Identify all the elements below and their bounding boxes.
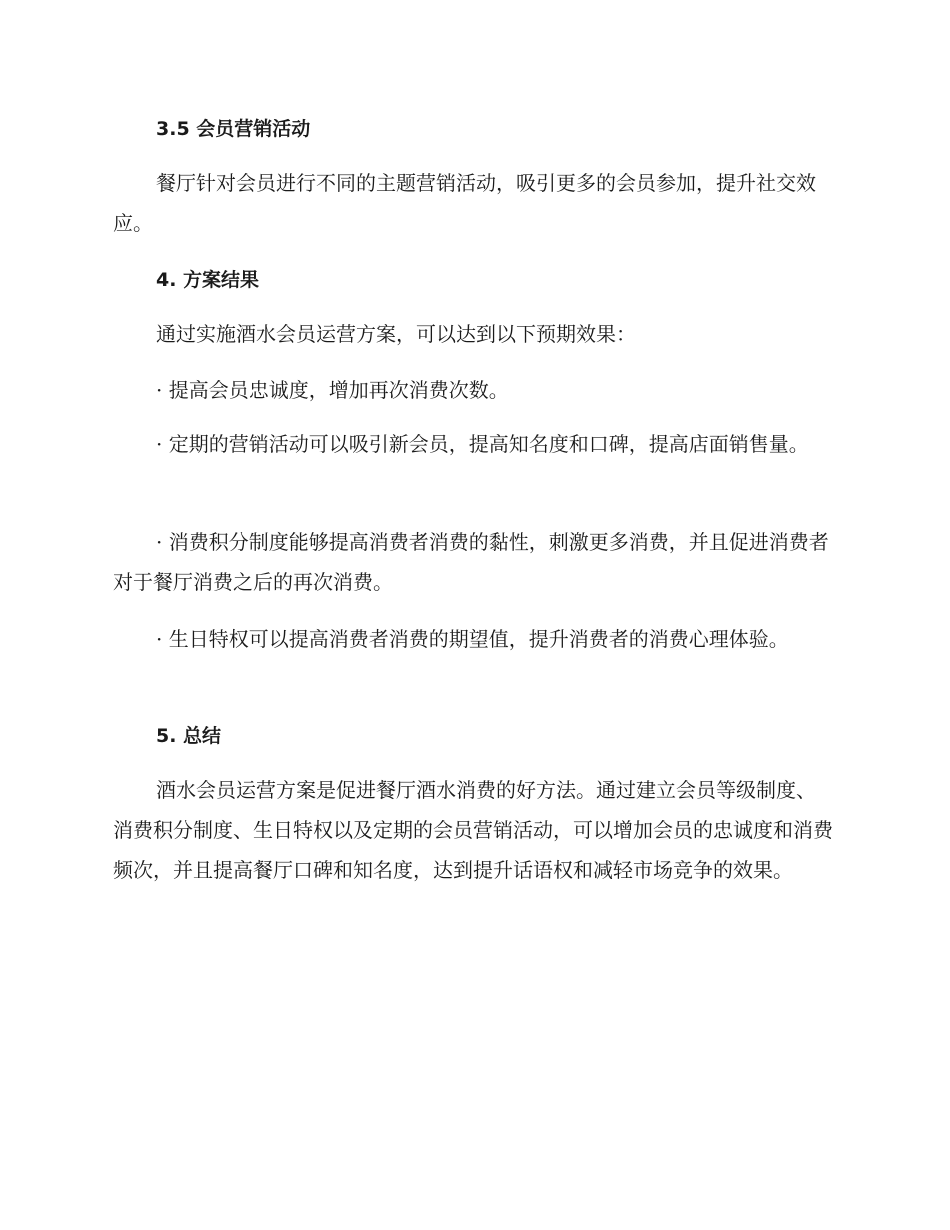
section-heading-3-5: 3.5 会员营销活动 [156, 118, 311, 140]
section-heading-5: 5. 总结 [156, 725, 222, 747]
section-heading-4: 4. 方案结果 [156, 269, 260, 291]
paragraph-results-intro: 通过实施酒水会员运营方案，可以达到以下预期效果： [156, 322, 636, 346]
bullet-marketing-activities: · 定期的营销活动可以吸引新会员，提高知名度和口碑，提高店面销售量。 [156, 432, 809, 456]
paragraph-member-marketing: 餐厅针对会员进行不同的主题营销活动，吸引更多的会员参加，提升社交效应。 [113, 171, 816, 235]
bullet-loyalty: · 提高会员忠诚度，增加再次消费次数。 [156, 378, 509, 402]
bullet-birthday-privilege: · 生日特权可以提高消费者消费的期望值，提升消费者的消费心理体验。 [156, 627, 789, 651]
bullet-points-system: · 消费积分制度能够提高消费者消费的黏性，刺激更多消费，并且促进消费者对于餐厅消费之后的再次消费。 [113, 530, 829, 594]
paragraph-summary: 酒水会员运营方案是促进餐厅酒水消费的好方法。通过建立会员等级制度、消费积分制度、生日特权以及定期的会员营销活动，可以增加会员的忠诚度和消费频次，并且提高餐厅口碑和知名度，达到提升话语权和减轻市场竞争的效果。 [113, 778, 833, 882]
